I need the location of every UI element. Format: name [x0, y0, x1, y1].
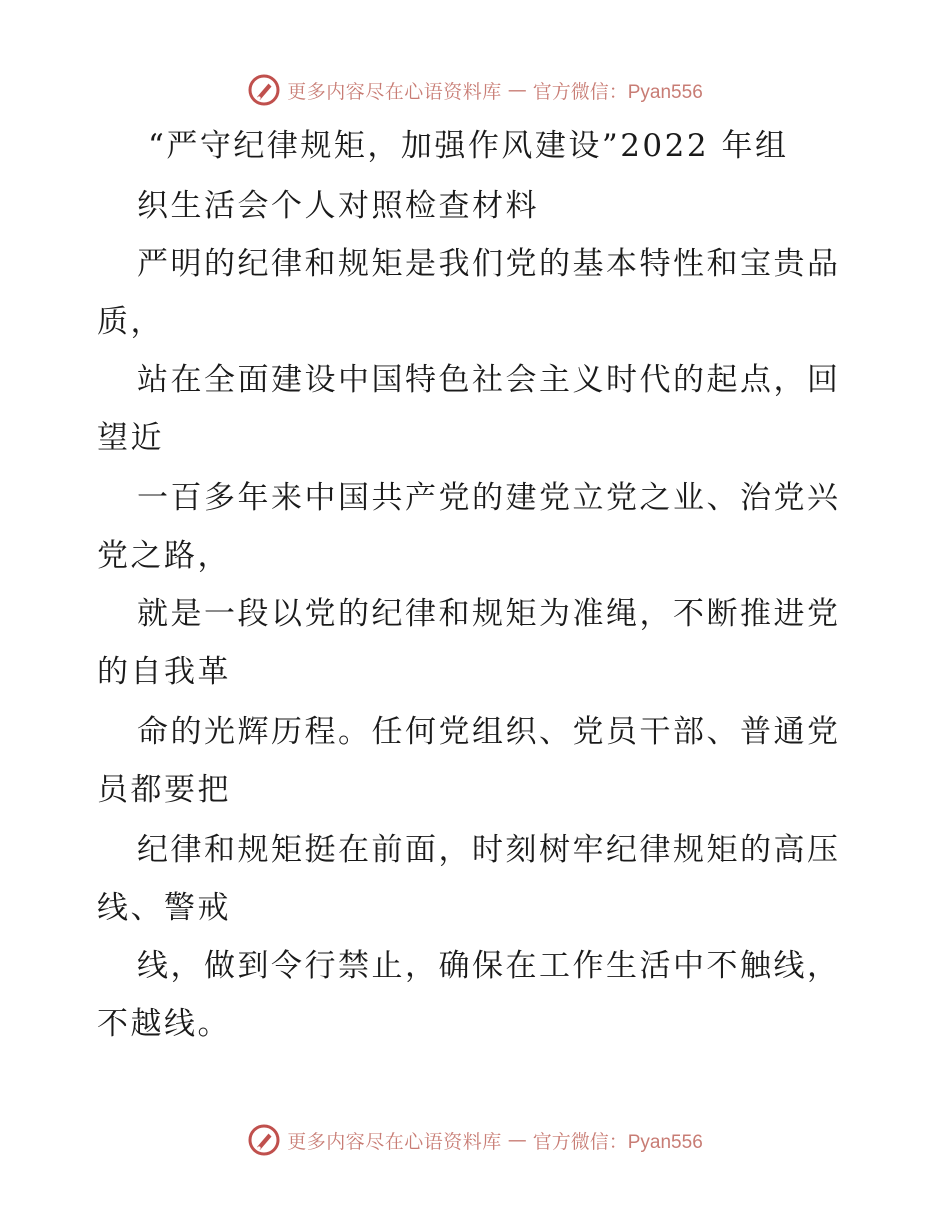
banner-contact: 官方微信：Pyan556 [532, 81, 703, 103]
body-line-7: 就是一段以党的纪律和规矩为准绳，不断推进党 [137, 596, 841, 632]
body-line-8: 的自我革 [97, 654, 231, 690]
body-line-4: 望近 [97, 420, 164, 456]
banner-separator: — [507, 1129, 527, 1151]
footer-banner [0, 1120, 950, 1160]
banner-contact: 官方微信：Pyan556 [532, 1131, 703, 1153]
banner-text: 更多内容尽在心语资料库 [287, 80, 502, 103]
banner-text: 更多内容尽在心语资料库 [287, 1130, 502, 1153]
pen-nib-logo-icon [247, 1123, 281, 1157]
body-line-2: 质， [97, 304, 164, 340]
body-line-9: 命的光辉历程。任何党组织、党员干部、普通党 [137, 714, 841, 750]
body-line-14: 不越线。 [97, 1006, 231, 1042]
body-line-6: 党之路， [97, 538, 231, 574]
header-banner [0, 70, 950, 110]
document-title-line-2: 织生活会个人对照检查材料 [137, 188, 539, 224]
body-line-10: 员都要把 [97, 772, 231, 808]
body-line-12: 线、警戒 [97, 890, 231, 926]
banner-separator: — [507, 79, 527, 101]
body-line-13: 线，做到令行禁止，确保在工作生活中不触线， [137, 948, 841, 984]
body-line-1: 严明的纪律和规矩是我们党的基本特性和宝贵品 [137, 246, 841, 282]
body-line-11: 纪律和规矩挺在前面，时刻树牢纪律规矩的高压 [137, 832, 841, 868]
body-line-3: 站在全面建设中国特色社会主义时代的起点，回 [137, 362, 841, 398]
document-title-line-1: “严守纪律规矩，加强作风建设”2022 年组 [148, 128, 789, 164]
pen-nib-logo-icon [247, 73, 281, 107]
body-line-5: 一百多年来中国共产党的建党立党之业、治党兴 [137, 480, 841, 516]
